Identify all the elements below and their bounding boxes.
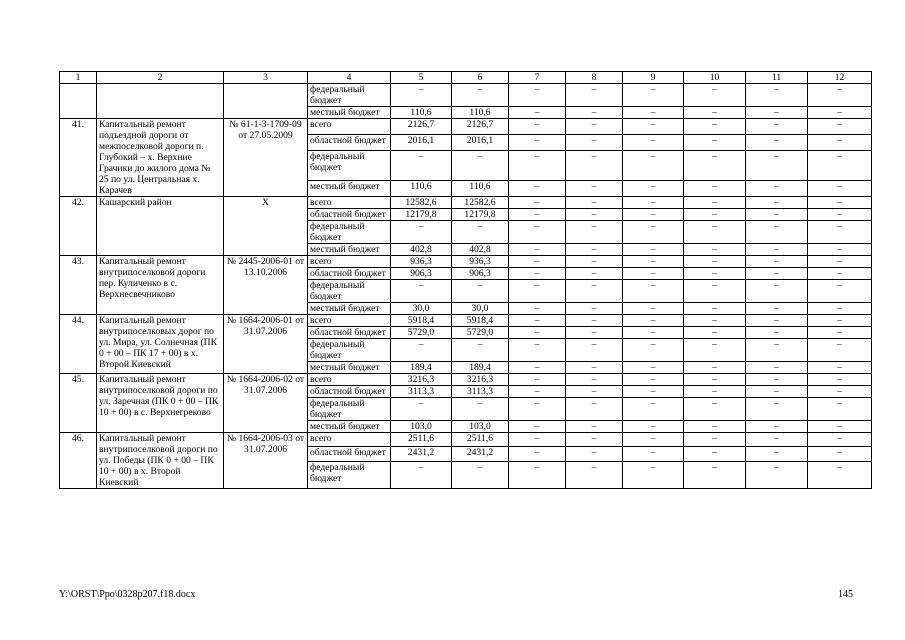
value-col11: –: [746, 84, 808, 107]
value-col9: –: [623, 119, 684, 135]
value-col5: 936,3: [391, 256, 452, 268]
item-name: Капитальный ремонт подъездной дороги от межпоселковой дороги п. Глубокий – х. Верхние Грачики до жилого дома № 25 по ул. Центральная х. Карачев: [97, 119, 224, 197]
value-col8: –: [566, 107, 623, 119]
item-document: № 1664-2006-03 от 31.07.2006: [224, 433, 308, 489]
value-col12: –: [808, 374, 872, 386]
value-col11: –: [746, 315, 808, 327]
value-col5: 12179,8: [391, 209, 452, 221]
value-col9: –: [623, 197, 684, 209]
value-col7: –: [509, 256, 566, 268]
value-col6: –: [452, 461, 509, 488]
table-row: [60, 119, 872, 135]
item-document: № 61-1-3-1709-09 от 27.05.2009: [224, 119, 308, 197]
value-col10: –: [684, 107, 746, 119]
table-row: [60, 256, 872, 268]
funding-type: областной бюджет: [308, 209, 391, 221]
value-col7: –: [509, 398, 566, 421]
item-number: 43.: [60, 256, 97, 315]
value-col7: –: [509, 362, 566, 374]
funding-type: областной бюджет: [308, 447, 391, 461]
value-col7: –: [509, 447, 566, 461]
funding-type: областной бюджет: [308, 268, 391, 280]
value-col9: –: [623, 181, 684, 197]
value-col10: –: [684, 256, 746, 268]
funding-type: местный бюджет: [308, 244, 391, 256]
item-name: Капитальный ремонт внутрипоселковой дороги пер. Куличенко в с. Верхнесвечниково: [97, 256, 224, 315]
item-number: 46.: [60, 433, 97, 489]
value-col9: –: [623, 221, 684, 244]
value-col12: –: [808, 256, 872, 268]
value-col11: –: [746, 221, 808, 244]
value-col10: –: [684, 244, 746, 256]
funding-type: местный бюджет: [308, 181, 391, 197]
item-number: [60, 84, 97, 119]
funding-type: федеральный бюджет: [308, 339, 391, 362]
value-col8: –: [566, 433, 623, 447]
value-col8: –: [566, 221, 623, 244]
value-col12: –: [808, 303, 872, 315]
value-col9: –: [623, 150, 684, 180]
value-col6: 5729,0: [452, 327, 509, 339]
value-col6: 2126,7: [452, 119, 509, 135]
value-col11: –: [746, 362, 808, 374]
value-col9: –: [623, 447, 684, 461]
value-col7: –: [509, 221, 566, 244]
value-col7: –: [509, 197, 566, 209]
value-col8: –: [566, 339, 623, 362]
value-col12: –: [808, 181, 872, 197]
value-col5: 30,0: [391, 303, 452, 315]
funding-type: местный бюджет: [308, 421, 391, 433]
value-col6: –: [452, 280, 509, 303]
value-col6: 3113,3: [452, 386, 509, 398]
value-col6: 30,0: [452, 303, 509, 315]
item-number: 44.: [60, 315, 97, 374]
funding-type: областной бюджет: [308, 327, 391, 339]
item-document: № 1664-2006-01 от 31.07.2006: [224, 315, 308, 374]
value-col8: –: [566, 197, 623, 209]
footer-file-path: Y:\ORST\Ppo\0328p207.f18.docx: [59, 589, 196, 600]
funding-type: всего: [308, 315, 391, 327]
value-col8: –: [566, 280, 623, 303]
funding-type: федеральный бюджет: [308, 150, 391, 180]
value-col7: –: [509, 433, 566, 447]
value-col5: 2016,1: [391, 134, 452, 150]
value-col9: –: [623, 339, 684, 362]
value-col6: –: [452, 84, 509, 107]
value-col9: –: [623, 256, 684, 268]
value-col9: –: [623, 244, 684, 256]
value-col11: –: [746, 244, 808, 256]
value-col11: –: [746, 268, 808, 280]
value-col8: –: [566, 386, 623, 398]
value-col8: –: [566, 134, 623, 150]
table-row: [60, 84, 872, 107]
column-number: 9: [623, 72, 684, 84]
item-name: Кашарский район: [97, 197, 224, 256]
value-col5: –: [391, 461, 452, 488]
value-col11: –: [746, 280, 808, 303]
value-col12: –: [808, 209, 872, 221]
value-col5: 103,0: [391, 421, 452, 433]
value-col10: –: [684, 209, 746, 221]
funding-type: всего: [308, 433, 391, 447]
column-number: 5: [391, 72, 452, 84]
column-number: 12: [808, 72, 872, 84]
column-number: 8: [566, 72, 623, 84]
value-col8: –: [566, 398, 623, 421]
value-col10: –: [684, 447, 746, 461]
value-col10: –: [684, 327, 746, 339]
value-col7: –: [509, 181, 566, 197]
value-col8: –: [566, 119, 623, 135]
item-name: Капитальный ремонт внутрипоселковой дороги по ул. Заречная (ПК 0 + 00 – ПК 10 + 00) в с. Верхнегреково: [97, 374, 224, 433]
value-col10: –: [684, 221, 746, 244]
value-col11: –: [746, 461, 808, 488]
item-document: Х: [224, 197, 308, 256]
value-col6: 12582,6: [452, 197, 509, 209]
item-name: Капитальный ремонт внутрипоселковой дороги по ул. Победы (ПК 0 + 00 – ПК 10 + 00) в х. Второй Киевский: [97, 433, 224, 489]
value-col9: –: [623, 84, 684, 107]
value-col10: –: [684, 362, 746, 374]
value-col9: –: [623, 209, 684, 221]
value-col6: 2431,2: [452, 447, 509, 461]
value-col12: –: [808, 244, 872, 256]
value-col8: –: [566, 244, 623, 256]
value-col6: –: [452, 339, 509, 362]
value-col7: –: [509, 421, 566, 433]
value-col12: –: [808, 197, 872, 209]
value-col10: –: [684, 386, 746, 398]
value-col10: –: [684, 374, 746, 386]
value-col10: –: [684, 84, 746, 107]
funding-type: местный бюджет: [308, 303, 391, 315]
value-col7: –: [509, 268, 566, 280]
value-col6: 12179,8: [452, 209, 509, 221]
value-col11: –: [746, 150, 808, 180]
value-col9: –: [623, 107, 684, 119]
value-col5: 2511,6: [391, 433, 452, 447]
value-col8: –: [566, 374, 623, 386]
funding-type: федеральный бюджет: [308, 221, 391, 244]
value-col9: –: [623, 421, 684, 433]
value-col10: –: [684, 398, 746, 421]
value-col11: –: [746, 447, 808, 461]
table-row: [60, 433, 872, 447]
value-col8: –: [566, 461, 623, 488]
value-col12: –: [808, 107, 872, 119]
funding-type: федеральный бюджет: [308, 461, 391, 488]
value-col12: –: [808, 339, 872, 362]
value-col11: –: [746, 433, 808, 447]
value-col7: –: [509, 315, 566, 327]
funding-type: областной бюджет: [308, 134, 391, 150]
value-col8: –: [566, 447, 623, 461]
value-col5: 189,4: [391, 362, 452, 374]
value-col6: 2511,6: [452, 433, 509, 447]
value-col12: –: [808, 461, 872, 488]
value-col5: –: [391, 150, 452, 180]
value-col9: –: [623, 433, 684, 447]
value-col6: –: [452, 221, 509, 244]
funding-type: федеральный бюджет: [308, 84, 391, 107]
value-col5: 402,8: [391, 244, 452, 256]
value-col5: 110,6: [391, 181, 452, 197]
funding-type: местный бюджет: [308, 362, 391, 374]
value-col12: –: [808, 327, 872, 339]
column-number: 6: [452, 72, 509, 84]
value-col11: –: [746, 119, 808, 135]
value-col11: –: [746, 256, 808, 268]
value-col7: –: [509, 107, 566, 119]
value-col12: –: [808, 362, 872, 374]
value-col12: –: [808, 84, 872, 107]
value-col8: –: [566, 303, 623, 315]
column-number: 10: [684, 72, 746, 84]
value-col11: –: [746, 197, 808, 209]
value-col8: –: [566, 150, 623, 180]
item-number: 42.: [60, 197, 97, 256]
value-col7: –: [509, 134, 566, 150]
value-col8: –: [566, 268, 623, 280]
budget-table: [59, 71, 872, 489]
value-col12: –: [808, 315, 872, 327]
value-col9: –: [623, 315, 684, 327]
value-col11: –: [746, 374, 808, 386]
value-col9: –: [623, 303, 684, 315]
value-col8: –: [566, 421, 623, 433]
value-col6: 3216,3: [452, 374, 509, 386]
value-col5: 110,6: [391, 107, 452, 119]
value-col9: –: [623, 398, 684, 421]
column-number: 1: [60, 72, 97, 84]
value-col7: –: [509, 461, 566, 488]
value-col5: –: [391, 280, 452, 303]
value-col11: –: [746, 209, 808, 221]
item-document: [224, 84, 308, 119]
value-col9: –: [623, 327, 684, 339]
value-col11: –: [746, 107, 808, 119]
value-col5: –: [391, 398, 452, 421]
value-col5: 906,3: [391, 268, 452, 280]
value-col6: 5918,4: [452, 315, 509, 327]
value-col6: –: [452, 150, 509, 180]
value-col12: –: [808, 398, 872, 421]
funding-type: всего: [308, 256, 391, 268]
value-col5: 5918,4: [391, 315, 452, 327]
value-col11: –: [746, 181, 808, 197]
value-col12: –: [808, 134, 872, 150]
value-col7: –: [509, 303, 566, 315]
value-col5: –: [391, 84, 452, 107]
funding-type: местный бюджет: [308, 107, 391, 119]
value-col7: –: [509, 339, 566, 362]
funding-type: всего: [308, 374, 391, 386]
value-col10: –: [684, 150, 746, 180]
table-row: [60, 315, 872, 327]
value-col11: –: [746, 398, 808, 421]
value-col10: –: [684, 119, 746, 135]
value-col7: –: [509, 386, 566, 398]
value-col11: –: [746, 303, 808, 315]
value-col5: 2126,7: [391, 119, 452, 135]
value-col12: –: [808, 150, 872, 180]
value-col11: –: [746, 327, 808, 339]
value-col10: –: [684, 280, 746, 303]
funding-type: федеральный бюджет: [308, 280, 391, 303]
value-col5: 2431,2: [391, 447, 452, 461]
value-col6: 402,8: [452, 244, 509, 256]
value-col6: 936,3: [452, 256, 509, 268]
value-col11: –: [746, 386, 808, 398]
value-col10: –: [684, 303, 746, 315]
value-col9: –: [623, 280, 684, 303]
value-col5: 5729,0: [391, 327, 452, 339]
value-col7: –: [509, 374, 566, 386]
value-col9: –: [623, 374, 684, 386]
value-col10: –: [684, 197, 746, 209]
value-col12: –: [808, 433, 872, 447]
value-col8: –: [566, 181, 623, 197]
footer-page-number: 145: [838, 589, 853, 600]
funding-type: федеральный бюджет: [308, 398, 391, 421]
funding-type: всего: [308, 119, 391, 135]
value-col11: –: [746, 339, 808, 362]
item-name: Капитальный ремонт внутрипоселковых дорог по ул. Мира, ул. Солнечная (ПК 0 + 00 – ПК 17 + 00) в х. Второй Киевский: [97, 315, 224, 374]
value-col12: –: [808, 119, 872, 135]
value-col10: –: [684, 421, 746, 433]
value-col8: –: [566, 256, 623, 268]
value-col10: –: [684, 268, 746, 280]
value-col10: –: [684, 315, 746, 327]
value-col5: –: [391, 221, 452, 244]
value-col9: –: [623, 362, 684, 374]
value-col11: –: [746, 134, 808, 150]
value-col10: –: [684, 433, 746, 447]
value-col10: –: [684, 461, 746, 488]
value-col12: –: [808, 447, 872, 461]
value-col12: –: [808, 280, 872, 303]
table-row: [60, 374, 872, 386]
item-name: [97, 84, 224, 119]
value-col9: –: [623, 461, 684, 488]
value-col6: 110,6: [452, 107, 509, 119]
value-col7: –: [509, 119, 566, 135]
value-col8: –: [566, 327, 623, 339]
value-col8: –: [566, 209, 623, 221]
value-col8: –: [566, 362, 623, 374]
value-col6: –: [452, 398, 509, 421]
column-number: 7: [509, 72, 566, 84]
value-col8: –: [566, 315, 623, 327]
value-col7: –: [509, 327, 566, 339]
value-col10: –: [684, 181, 746, 197]
column-number-row: [60, 72, 872, 84]
value-col5: 12582,6: [391, 197, 452, 209]
value-col12: –: [808, 386, 872, 398]
value-col6: 2016,1: [452, 134, 509, 150]
value-col6: 906,3: [452, 268, 509, 280]
column-number: 2: [97, 72, 224, 84]
funding-type: областной бюджет: [308, 386, 391, 398]
value-col6: 103,0: [452, 421, 509, 433]
value-col9: –: [623, 386, 684, 398]
value-col8: –: [566, 84, 623, 107]
value-col5: –: [391, 339, 452, 362]
value-col11: –: [746, 421, 808, 433]
item-number: 41.: [60, 119, 97, 197]
column-number: 4: [308, 72, 391, 84]
value-col9: –: [623, 268, 684, 280]
value-col12: –: [808, 221, 872, 244]
value-col7: –: [509, 244, 566, 256]
column-number: 11: [746, 72, 808, 84]
value-col7: –: [509, 150, 566, 180]
value-col6: 189,4: [452, 362, 509, 374]
value-col7: –: [509, 209, 566, 221]
value-col12: –: [808, 268, 872, 280]
column-number: 3: [224, 72, 308, 84]
item-number: 45.: [60, 374, 97, 433]
table-row: [60, 197, 872, 209]
value-col10: –: [684, 134, 746, 150]
item-document: № 2445-2006-01 от 13.10.2006: [224, 256, 308, 315]
value-col5: 3113,3: [391, 386, 452, 398]
value-col12: –: [808, 421, 872, 433]
item-document: № 1664-2006-02 от 31.07.2006: [224, 374, 308, 433]
value-col7: –: [509, 84, 566, 107]
value-col9: –: [623, 134, 684, 150]
value-col10: –: [684, 339, 746, 362]
value-col6: 110,6: [452, 181, 509, 197]
value-col7: –: [509, 280, 566, 303]
funding-type: всего: [308, 197, 391, 209]
value-col5: 3216,3: [391, 374, 452, 386]
